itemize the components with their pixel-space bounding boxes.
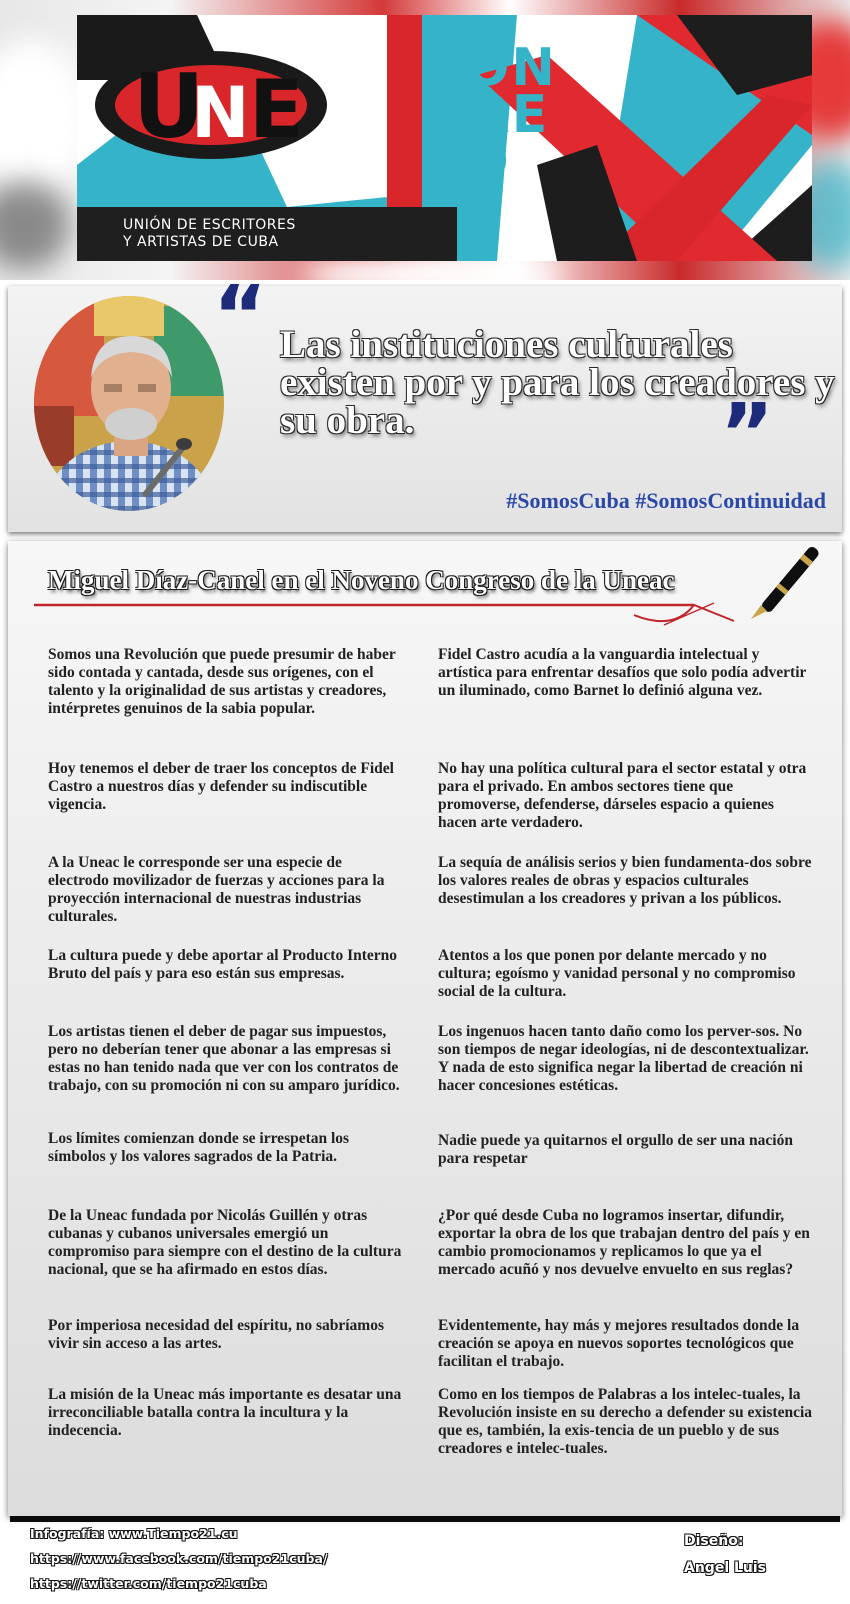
org-name-line-1: UNIÓN DE ESCRITORES: [123, 217, 296, 233]
open-quote-icon: “: [213, 269, 267, 364]
congreso-wordmark: [425, 38, 557, 192]
statement-right-2: No hay una política cultural para el sector estatal y otra para el privado. En ambos sectores tiene que promoverse, defenderse, dárseles espacio a quienes hacen arte verdadero.: [438, 760, 807, 831]
article-panel: [8, 541, 842, 1516]
svg-text:U: U: [133, 55, 205, 158]
statement-right-8: Evidentemente, hay más y mejores resultados donde la creación se apoya en nuevos soportes tecnológicos que facilitan el trabajo.: [438, 1317, 800, 1370]
twitter-link[interactable]: https://twitter.com/tiempo21cuba: [30, 1576, 267, 1591]
banner-artwork: [77, 15, 812, 261]
statement-left-7: De la Uneac fundada por Nicolás Guillén y otras cubanas y cubanos universales emergió un compromiso para siempre con el destino de la cultura nacional, que se ha afirmado en estos días.: [48, 1207, 402, 1278]
statement-left-2: Hoy tenemos el deber de traer los conceptos de Fidel Castro a nuestros días y defender su indiscutible vigencia.: [48, 760, 394, 813]
statement-right-1: Fidel Castro acudía a la vanguardia intelectual y artística para enfrentar desafíos que solo podía advertir un iluminado, como Barnet lo definió alguna vez.: [438, 646, 807, 699]
organization-caption: [77, 207, 457, 261]
title-underline: [34, 601, 834, 631]
speaker-portrait: [34, 296, 224, 511]
svg-text:E: E: [249, 63, 304, 156]
congreso-line-3: SO: [425, 132, 511, 192]
statement-right-3: La sequía de análisis serios y bien fundamenta-dos sobre los valores reales de obras y espacios culturales desestimulan a los creadores y privan a los públicos.: [438, 854, 812, 907]
statement-left-6: Los límites comienzan donde se irrespetan los símbolos y los valores sagrados de la Patria.: [48, 1130, 350, 1165]
article-title: Miguel Díaz-Canel en el Noveno Congreso de la Uneac: [48, 565, 675, 595]
statement-left-1: Somos una Revolución que puede presumir de haber sido contada y cantada, desde sus orígenes, con el talento y la originalidad de sus artistas y creadores, intérpretes genuinos de la sabia popular.: [48, 646, 396, 717]
statement-left-5: Los artistas tienen el deber de pagar sus impuestos, pero no deberían tener que abonar a las empresas si estas no han tenido nada que ver con los contratos de trabajo, con su promoción ni con su amparo jurídico.: [48, 1023, 400, 1094]
svg-text:N: N: [191, 72, 250, 154]
statement-left-3: A la Uneac le corresponde ser una especie de electrodo movilizador de fuerzas y acciones para la proyección internacional de nuestras industrias culturales.: [48, 854, 385, 925]
statement-left-9: La misión de la Uneac más importante es desatar una irreconciliable batalla contra la incultura y la indecencia.: [48, 1386, 402, 1439]
org-name-line-2: Y ARTISTAS DE CUBA: [123, 234, 279, 250]
uneac-logo-icon: [91, 45, 331, 165]
designer-label: Diseño:: [684, 1533, 744, 1549]
fountain-pen-icon: [743, 541, 833, 631]
statement-right-9: Como en los tiempos de Palabras a los intelec-tuales, la Revolución insiste en su derecho a defender su existencia que es, también, la exis-tencia de un pueblo y de sus creadores e intelec-tuales.: [438, 1386, 813, 1457]
congress-banner: [0, 0, 850, 280]
footer-rule: [10, 1516, 840, 1522]
designer-name: Angel Luis: [684, 1560, 767, 1576]
statement-left-4: La cultura puede y debe aportar al Producto Interno Bruto del país y para eso están sus empresas.: [48, 947, 398, 982]
statement-right-6: Nadie puede ya quitarnos el orgullo de ser una nación para respetar: [438, 1132, 793, 1167]
infographic-credit[interactable]: Infografía: www.Tiempo21.cu: [30, 1526, 238, 1541]
statement-right-5: Los ingenuos hacen tanto daño como los perver-sos. No son tiempos de negar ideologías, ni de descontextualizar. Y nada de esto significa negar la libertad de creación ni hacer concesiones estéticas.: [438, 1023, 809, 1094]
congreso-line-2: GRE: [425, 85, 550, 145]
facebook-link[interactable]: https://www.facebook.com/tiempo21cuba/: [30, 1551, 328, 1566]
congreso-line-1: CON: [425, 38, 557, 98]
statement-right-4: Atentos a los que ponen por delante mercado y no cultura; egoísmo y vanidad personal y no compromiso social de la cultura.: [438, 947, 796, 1000]
close-quote-icon: ”: [720, 387, 774, 482]
quote-text: Las instituciones culturales existen por y para los creadores y su obra.: [280, 323, 835, 442]
hashtags: #SomosCuba #SomosContinuidad: [506, 488, 826, 513]
statement-left-8: Por imperiosa necesidad del espíritu, no sabríamos vivir sin acceso a las artes.: [48, 1317, 384, 1352]
statement-right-7: ¿Por qué desde Cuba no logramos insertar, difundir, exportar la obra de los que trabajan dentro del país y en cambio promocionamos y replicamos lo que ya el mercado acuñó y nos devuelve envuelto en sus reglas?: [438, 1207, 810, 1278]
quote-panel: [8, 269, 842, 532]
